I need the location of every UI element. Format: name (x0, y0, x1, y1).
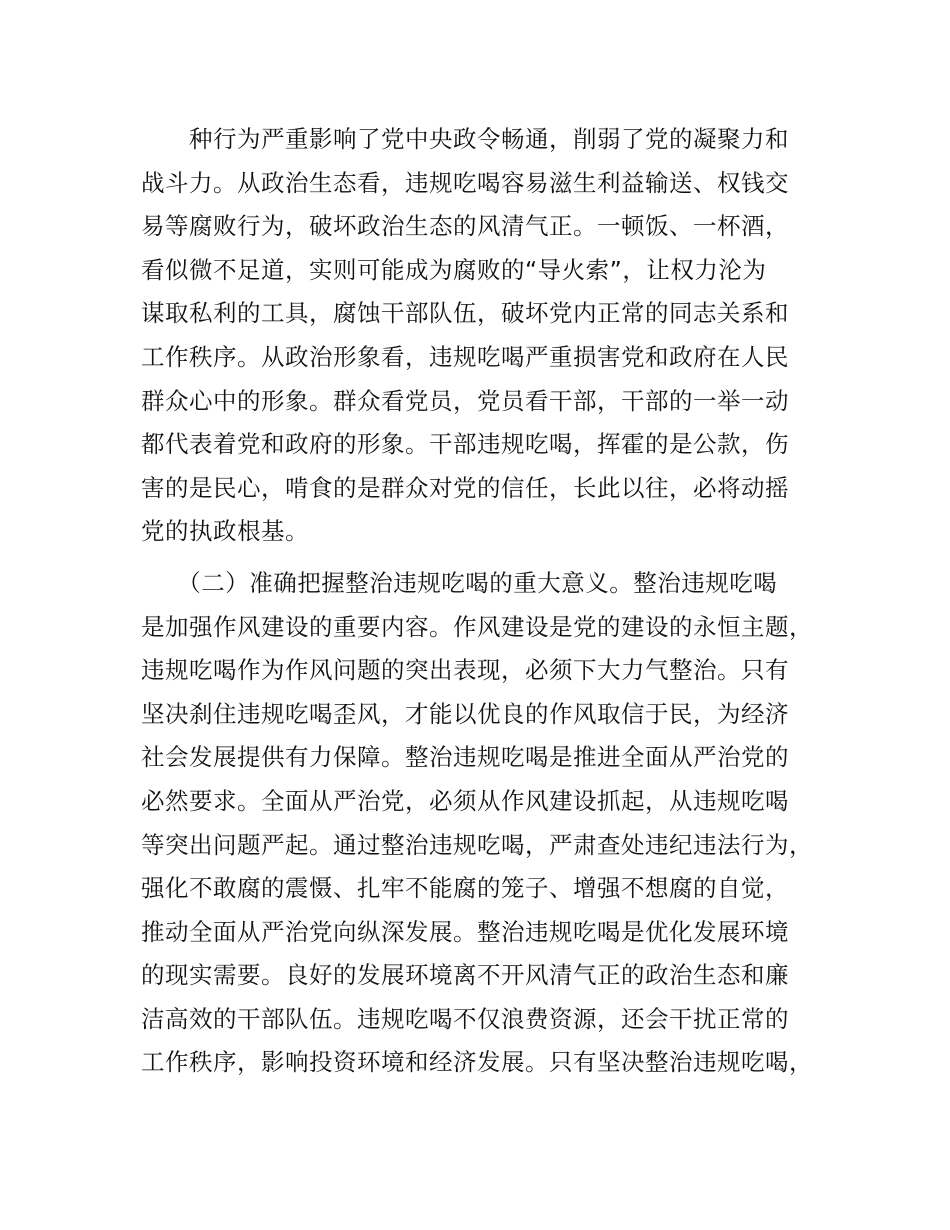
text-line: 的现实需要。良好的发展环境离不开风清气正的政治生态和廉 (141, 961, 789, 990)
text-line: 战斗力。从政治生态看，违规吃喝容易滋生利益输送、权钱交 (141, 168, 789, 197)
text-line: 易等腐败行为，破坏政治生态的风清气正。一顿饭、一杯酒， (141, 212, 789, 241)
text-line: 害的是民心，啃食的是群众对党的信任，长此以往，必将动摇 (141, 473, 789, 502)
text-line: （二）准确把握整治违规吃喝的重大意义。整治违规吃喝 (141, 568, 778, 597)
text-line: 强化不敢腐的震慑、扎牢不能腐的笼子、增强不想腐的自觉， (141, 874, 789, 903)
text-line: 是加强作风建设的重要内容。作风建设是党的建设的永恒主题， (141, 612, 813, 641)
text-line: 推动全面从严治党向纵深发展。整治违规吃喝是优化发展环境 (141, 917, 789, 946)
paragraph-gap (141, 554, 841, 562)
text-line: 党的执政根基。 (141, 517, 309, 546)
text-line: 工作秩序。从政治形象看，违规吃喝严重损害党和政府在人民 (141, 342, 789, 371)
text-line: 洁高效的干部队伍。违规吃喝不仅浪费资源，还会干扰正常的 (141, 1004, 789, 1033)
text-line: 群众心中的形象。群众看党员，党员看干部，干部的一举一动 (141, 386, 789, 415)
text-line: 都代表着党和政府的形象。干部违规吃喝，挥霍的是公款，伤 (141, 430, 789, 459)
text-line: 违规吃喝作为作风问题的突出表现，必须下大力气整治。只有 (141, 656, 789, 685)
text-line: 社会发展提供有力保障。整治违规吃喝是推进全面从严治党的 (141, 743, 789, 772)
text-line: 工作秩序，影响投资环境和经济发展。只有坚决整治违规吃喝， (141, 1048, 813, 1077)
text-line: 坚决刹住违规吃喝歪风，才能以优良的作风取信于民，为经济 (141, 699, 789, 728)
text-line: 种行为严重影响了党中央政令畅通，削弱了党的凝聚力和 (141, 125, 789, 153)
body-text (141, 118, 841, 1085)
paragraph-2 (141, 562, 841, 1085)
paragraph-1 (141, 118, 841, 554)
text-line: 谋取私利的工具，腐蚀干部队伍，破坏党内正常的同志关系和 (141, 299, 789, 328)
text-line: 等突出问题严起。通过整治违规吃喝，严肃查处违纪违法行为， (141, 830, 813, 859)
text-line: 必然要求。全面从严治党，必须从作风建设抓起，从违规吃喝 (141, 786, 789, 815)
text-line: 看似微不足道，实则可能成为腐败的“导火索”，让权力沦为 (141, 255, 767, 284)
